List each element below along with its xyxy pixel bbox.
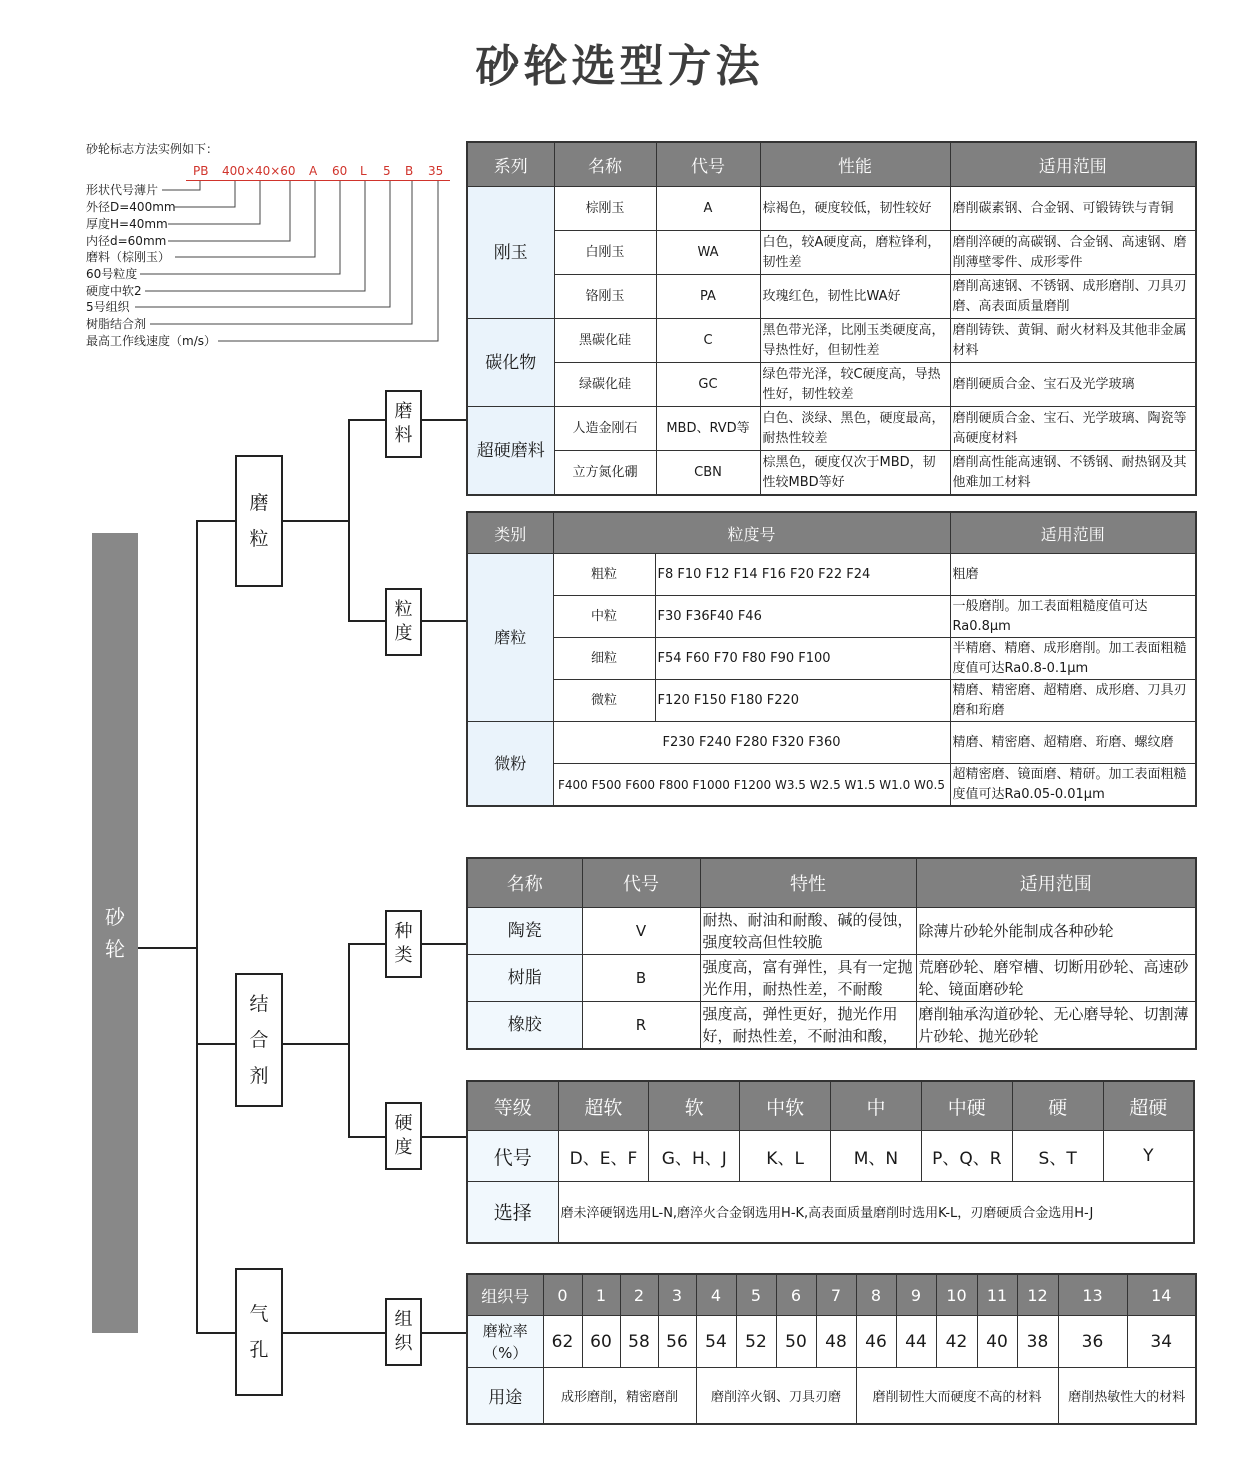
scope-cell: 精磨、精密磨、超精磨、成形磨、刀具刃磨和珩磨 <box>950 680 1196 722</box>
code-cell: M、N <box>831 1131 922 1182</box>
number-cell: 2 <box>620 1274 658 1316</box>
node-abrasive-grain: 磨粒 <box>235 455 283 587</box>
grit-numbers-cell: F120 F150 F180 F220 <box>655 680 950 722</box>
legend-label: 硬度中软2 <box>86 284 142 298</box>
code-cell: PA <box>656 275 760 319</box>
property-cell: 强度高，弹性更好，抛光作用好，耐热性差，不耐油和酸， <box>700 1002 916 1050</box>
property-cell: 绿色带光泽，较C硬度高，导热性好，韧性较差 <box>760 363 950 407</box>
header-cell: 软 <box>649 1081 740 1131</box>
code-cell: P、Q、R <box>921 1131 1012 1182</box>
name-cell: 白刚玉 <box>554 231 656 275</box>
code-cell: GC <box>656 363 760 407</box>
property-cell: 耐热、耐油和耐酸、碱的侵蚀，强度较高但性较脆 <box>700 908 916 955</box>
rate-cell: 38 <box>1017 1316 1058 1368</box>
category-cell: 超硬磨料 <box>467 407 554 496</box>
scope-cell: 一般磨削。加工表面粗糙度值可达Ra0.8μm <box>950 596 1196 638</box>
rate-cell: 60 <box>582 1316 620 1368</box>
header-cell: 名称 <box>467 858 582 908</box>
name-cell: 橡胶 <box>467 1002 582 1050</box>
name-cell: 棕刚玉 <box>554 187 656 231</box>
code-cell: B <box>582 955 700 1002</box>
legend-leader-lines <box>0 0 470 360</box>
legend-label: 最高工作线速度（m/s） <box>86 334 216 348</box>
scope-cell: 除薄片砂轮外能制成各种砂轮 <box>916 908 1196 955</box>
grit-numbers-cell: F400 F500 F600 F800 F1000 F1200 W3.5 W2.5 W1.5 W1.0 W0.5 <box>553 764 950 807</box>
header-cell: 超硬 <box>1103 1081 1194 1131</box>
legend-label: 60号粒度 <box>86 267 138 281</box>
rate-cell: 34 <box>1127 1316 1196 1368</box>
number-cell: 6 <box>776 1274 816 1316</box>
code-part-speed: 35 <box>428 164 444 178</box>
size-cell: 粗粒 <box>553 554 655 596</box>
node-grit-size: 粒度 <box>385 588 422 656</box>
use-cell: 磨削热敏性大的材料 <box>1058 1368 1196 1424</box>
header-cell: 名称 <box>554 142 656 187</box>
rate-cell: 50 <box>776 1316 816 1368</box>
size-cell: 中粒 <box>553 596 655 638</box>
use-cell: 磨削淬火钢、刀具刃磨 <box>696 1368 856 1424</box>
property-cell: 棕黑色，硬度仅次于MBD，韧性较MBD等好 <box>760 451 950 496</box>
grit-numbers-cell: F230 F240 F280 F320 F360 <box>553 722 950 764</box>
code-cell: S、T <box>1012 1131 1103 1182</box>
legend-label: 磨料（棕刚玉） <box>86 250 171 264</box>
code-cell: C <box>656 319 760 363</box>
property-cell: 玫瑰红色，韧性比WA好 <box>760 275 950 319</box>
row-label-cell: 代号 <box>467 1131 558 1182</box>
number-cell: 7 <box>816 1274 856 1316</box>
rate-cell: 42 <box>936 1316 977 1368</box>
scope-cell: 半精磨、精磨、成形磨削。加工表面粗糙度值可达Ra0.8-0.1μm <box>950 638 1196 680</box>
header-cell: 组织号 <box>467 1274 543 1316</box>
selection-note-cell: 磨未淬硬钢选用L-N,磨淬火合金钢选用H-K,高表面质量磨削时选用K-L，刃磨硬质合金选用H-J <box>558 1182 1194 1243</box>
rate-cell: 62 <box>543 1316 582 1368</box>
number-cell: 11 <box>977 1274 1017 1316</box>
number-cell: 10 <box>936 1274 977 1316</box>
number-cell: 12 <box>1017 1274 1058 1316</box>
code-cell: A <box>656 187 760 231</box>
node-abrasive-material: 磨料 <box>385 390 422 458</box>
header-cell: 系列 <box>467 142 554 187</box>
scope-cell: 磨削高性能高速钢、不锈钢、耐热钢及其他难加工材料 <box>950 451 1196 496</box>
header-cell: 等级 <box>467 1081 558 1131</box>
number-cell: 13 <box>1058 1274 1127 1316</box>
number-cell: 14 <box>1127 1274 1196 1316</box>
structure-table <box>466 1273 1197 1425</box>
scope-cell: 磨削碳素钢、合金钢、可锻铸铁与青铜 <box>950 187 1196 231</box>
scope-cell: 磨削硬质合金、宝石、光学玻璃、陶瓷等高硬度材料 <box>950 407 1196 451</box>
code-part-abrasive: A <box>309 164 318 178</box>
header-cell: 超软 <box>558 1081 649 1131</box>
header-cell: 粒度号 <box>553 512 950 554</box>
scope-cell: 磨削铸铁、黄铜、耐火材料及其他非金属材料 <box>950 319 1196 363</box>
legend-label: 厚度H=40mm <box>86 217 168 231</box>
header-cell: 中 <box>831 1081 922 1131</box>
legend-intro: 砂轮标志方法实例如下： <box>86 142 219 156</box>
scope-cell: 粗磨 <box>950 554 1196 596</box>
rate-cell: 44 <box>896 1316 936 1368</box>
row-label-cell: 选择 <box>467 1182 558 1243</box>
root-node: 砂轮 <box>92 533 138 1333</box>
rate-cell: 40 <box>977 1316 1017 1368</box>
legend-label: 形状代号薄片 <box>86 183 159 197</box>
code-part-hardness: L <box>360 164 367 178</box>
property-cell: 黑色带光泽，比刚玉类硬度高，导热性好，但韧性差 <box>760 319 950 363</box>
property-cell: 白色，较A硬度高，磨粒锋利，韧性差 <box>760 231 950 275</box>
node-bond: 结合剂 <box>235 973 283 1107</box>
property-cell: 白色、淡绿、黑色，硬度最高，耐热性较差 <box>760 407 950 451</box>
rate-cell: 54 <box>696 1316 736 1368</box>
code-cell: D、E、F <box>558 1131 649 1182</box>
number-cell: 8 <box>856 1274 896 1316</box>
use-cell: 成形磨削，精密磨削 <box>543 1368 696 1424</box>
code-cell: G、H、J <box>649 1131 740 1182</box>
name-cell: 人造金刚石 <box>554 407 656 451</box>
grit-numbers-cell: F54 F60 F70 F80 F90 F100 <box>655 638 950 680</box>
rate-cell: 52 <box>736 1316 776 1368</box>
code-cell: WA <box>656 231 760 275</box>
legend-label: 内径d=60mm <box>86 234 167 248</box>
code-part-size: 400×40×60 <box>222 164 296 178</box>
code-part-shape: PB <box>193 164 209 178</box>
page-title: 砂轮选型方法 <box>475 41 764 92</box>
property-cell: 强度高，富有弹性，具有一定抛光作用，耐热性差，不耐酸 <box>700 955 916 1002</box>
name-cell: 树脂 <box>467 955 582 1002</box>
rate-cell: 56 <box>658 1316 696 1368</box>
number-cell: 1 <box>582 1274 620 1316</box>
header-cell: 代号 <box>582 858 700 908</box>
header-cell: 适用范围 <box>950 142 1196 187</box>
header-cell: 硬 <box>1012 1081 1103 1131</box>
node-pore: 气孔 <box>235 1268 283 1396</box>
legend-label: 树脂结合剂 <box>86 317 147 331</box>
category-cell: 磨粒 <box>467 554 553 722</box>
rate-cell: 48 <box>816 1316 856 1368</box>
code-part-grit: 60 <box>332 164 348 178</box>
code-cell: R <box>582 1002 700 1050</box>
number-cell: 0 <box>543 1274 582 1316</box>
number-cell: 5 <box>736 1274 776 1316</box>
header-cell: 中硬 <box>921 1081 1012 1131</box>
scope-cell: 磨削硬质合金、宝石及光学玻璃 <box>950 363 1196 407</box>
number-cell: 9 <box>896 1274 936 1316</box>
code-cell: Y <box>1103 1131 1194 1182</box>
code-cell: MBD、RVD等 <box>656 407 760 451</box>
hardness-table <box>466 1080 1195 1244</box>
number-cell: 4 <box>696 1274 736 1316</box>
bond-table <box>466 857 1197 1050</box>
scope-cell: 磨削轴承沟道砂轮、无心磨导轮、切割薄片砂轮、抛光砂轮 <box>916 1002 1196 1050</box>
rate-cell: 58 <box>620 1316 658 1368</box>
name-cell: 立方氮化硼 <box>554 451 656 496</box>
code-cell: CBN <box>656 451 760 496</box>
abrasive-table <box>466 141 1197 496</box>
size-cell: 微粒 <box>553 680 655 722</box>
grit-table <box>466 511 1197 807</box>
name-cell: 铬刚玉 <box>554 275 656 319</box>
header-cell: 类别 <box>467 512 553 554</box>
legend-label: 外径D=400mm <box>86 200 176 214</box>
legend-label: 5号组织 <box>86 300 130 314</box>
name-cell: 黑碳化硅 <box>554 319 656 363</box>
property-cell: 棕褐色，硬度较低，韧性较好 <box>760 187 950 231</box>
rate-cell: 36 <box>1058 1316 1127 1368</box>
name-cell: 绿碳化硅 <box>554 363 656 407</box>
scope-cell: 精磨、精密磨、超精磨、珩磨、螺纹磨 <box>950 722 1196 764</box>
category-cell: 微粉 <box>467 722 553 807</box>
header-cell: 适用范围 <box>916 858 1196 908</box>
code-part-structure: 5 <box>383 164 391 178</box>
code-cell: V <box>582 908 700 955</box>
number-cell: 3 <box>658 1274 696 1316</box>
header-cell: 适用范围 <box>950 512 1196 554</box>
rate-cell: 46 <box>856 1316 896 1368</box>
code-part-bond: B <box>405 164 414 178</box>
name-cell: 陶瓷 <box>467 908 582 955</box>
node-structure: 组织 <box>385 1298 422 1366</box>
scope-cell: 超精密磨、镜面磨、精研。加工表面粗糙度值可达Ra0.05-0.01μm <box>950 764 1196 807</box>
row-label-cell: 磨粒率（%） <box>467 1316 543 1368</box>
row-label-cell: 用途 <box>467 1368 543 1424</box>
scope-cell: 荒磨砂轮、磨窄槽、切断用砂轮、高速砂轮、镜面磨砂轮 <box>916 955 1196 1002</box>
grit-numbers-cell: F8 F10 F12 F14 F16 F20 F22 F24 <box>655 554 950 596</box>
size-cell: 细粒 <box>553 638 655 680</box>
header-cell: 中软 <box>740 1081 831 1131</box>
node-hardness: 硬度 <box>385 1102 422 1170</box>
category-cell: 刚玉 <box>467 187 554 319</box>
scope-cell: 磨削高速钢、不锈钢、成形磨削、刀具刃磨、高表面质量磨削 <box>950 275 1196 319</box>
use-cell: 磨削韧性大而硬度不高的材料 <box>856 1368 1058 1424</box>
grit-numbers-cell: F30 F36F40 F46 <box>655 596 950 638</box>
node-bond-type: 种类 <box>385 910 422 978</box>
code-cell: K、L <box>740 1131 831 1182</box>
header-cell: 特性 <box>700 858 916 908</box>
header-cell: 性能 <box>760 142 950 187</box>
category-cell: 碳化物 <box>467 319 554 407</box>
scope-cell: 磨削淬硬的高碳钢、合金钢、高速钢、磨削薄壁零件、成形零件 <box>950 231 1196 275</box>
header-cell: 代号 <box>656 142 760 187</box>
